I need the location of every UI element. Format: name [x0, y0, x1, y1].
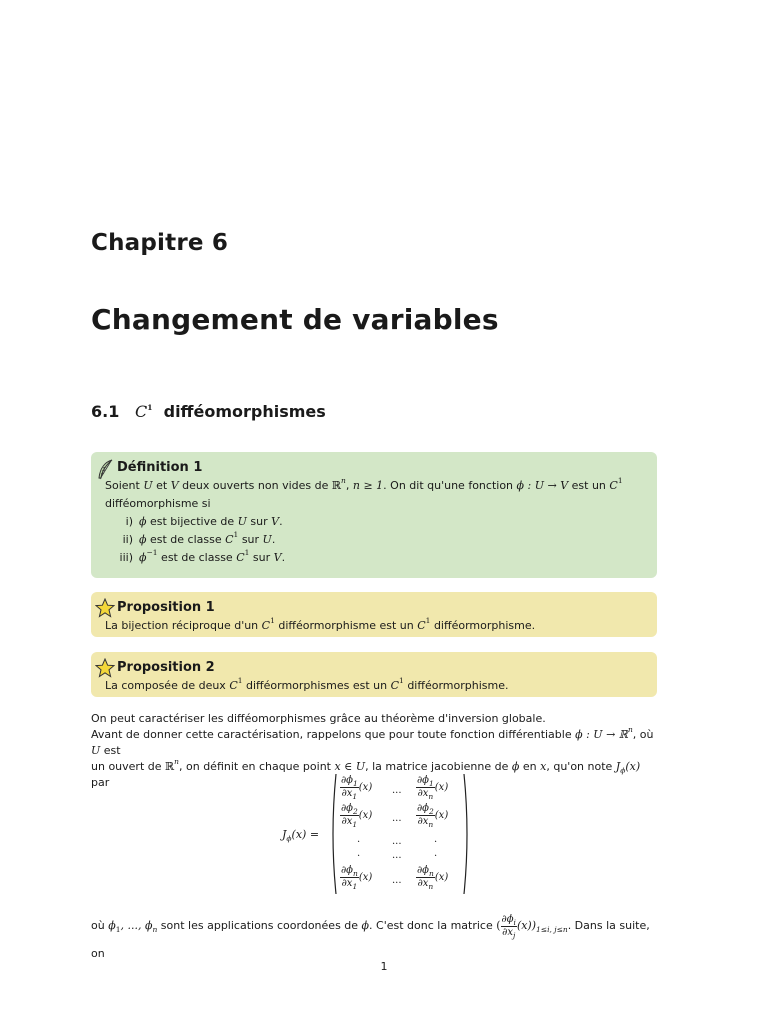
- math-sub: 1: [115, 925, 121, 935]
- section-title: difféomorphismes: [163, 402, 326, 421]
- text: est: [100, 744, 121, 757]
- text: est de classe: [157, 551, 237, 564]
- math-sub: ϕ: [286, 834, 292, 844]
- section-heading: [91, 402, 326, 421]
- proposition2-title: Proposition 2: [117, 660, 215, 675]
- math: ∂x: [417, 878, 429, 889]
- list-item: [105, 531, 643, 549]
- text: où: [91, 919, 109, 932]
- matrix-dots: ...: [392, 875, 402, 886]
- math: ∂x: [341, 816, 353, 827]
- math: J: [615, 760, 621, 773]
- math-sup: n: [174, 757, 179, 767]
- text: est de classe: [146, 533, 226, 546]
- math: ϕ: [139, 551, 147, 564]
- math-sup: 1: [244, 548, 250, 558]
- math: ϕ: [108, 919, 116, 932]
- math: ∂ϕ: [341, 865, 353, 876]
- math: C: [390, 679, 400, 692]
- matrix-dots: ...: [392, 813, 402, 824]
- math: (x): [434, 810, 449, 821]
- math: C: [609, 479, 618, 492]
- math: (x): [434, 872, 449, 883]
- matrix-dot: .: [357, 834, 361, 845]
- text: .: [279, 515, 283, 528]
- math: x ∈ U: [334, 760, 366, 773]
- definition-intro-line2: difféomorphisme si: [105, 497, 211, 510]
- star-icon: [95, 598, 115, 624]
- section-math: C: [135, 402, 148, 421]
- math: U: [91, 744, 101, 757]
- math: J: [282, 828, 287, 841]
- math: C: [225, 533, 234, 546]
- math-sup: −1: [146, 548, 158, 558]
- math: U: [143, 479, 153, 492]
- text: sur: [238, 533, 263, 546]
- definition-intro-line1: [105, 477, 643, 495]
- math-sub: 1: [352, 882, 358, 891]
- text: .: [271, 533, 276, 546]
- math: ∂x: [417, 788, 429, 799]
- text: , on définit en chaque point: [179, 760, 335, 773]
- math-fraction: [501, 915, 517, 938]
- math: (x): [358, 810, 373, 821]
- math: ∂ϕ: [341, 775, 353, 786]
- math: C: [417, 619, 426, 632]
- math: C: [229, 679, 238, 692]
- proposition2-box: [91, 652, 657, 697]
- text: Soient: [105, 479, 144, 492]
- chapter-title: Changement de variables: [91, 303, 499, 336]
- math: x: [540, 760, 547, 773]
- jacobian-lhs: [282, 828, 320, 844]
- matrix-cell: [340, 776, 372, 799]
- math-sub: n: [428, 792, 434, 801]
- text: La bijection réciproque d'un: [105, 619, 262, 632]
- matrix-cell: [340, 866, 372, 889]
- math: V: [271, 515, 280, 528]
- math: ∂ϕ: [501, 913, 514, 925]
- item-mark: ii): [122, 533, 133, 546]
- math: (x)): [516, 919, 537, 932]
- math-sub: 2: [429, 807, 434, 816]
- text: en: [519, 760, 541, 773]
- math: (x): [358, 872, 373, 883]
- definition-body: [105, 477, 643, 567]
- math: ϕ : U → V: [516, 479, 569, 492]
- math: V: [170, 479, 179, 492]
- math-sub: n: [429, 869, 434, 878]
- matrix-cell: [416, 776, 448, 799]
- matrix-dots: ...: [392, 850, 402, 861]
- math-sub: n: [152, 925, 158, 935]
- math: U: [262, 533, 272, 546]
- math-sub: i: [513, 917, 516, 927]
- math-sub: 1: [353, 779, 358, 788]
- proposition2-header: [105, 659, 643, 677]
- list-item: [105, 513, 643, 531]
- text: sur: [246, 515, 272, 528]
- text: . Dans la suite, on: [91, 919, 650, 960]
- math: ∂ϕ: [341, 803, 353, 814]
- text: Avant de donner cette caractérisation, rappelons que pour toute fonction différentiable: [91, 728, 576, 741]
- matrix-cell: [416, 866, 448, 889]
- matrix-dot: .: [434, 834, 438, 845]
- page-number: 1: [380, 960, 388, 973]
- math: ∂x: [502, 926, 513, 938]
- section-number: 6.1: [91, 402, 120, 421]
- math: (x): [625, 760, 641, 773]
- jacobian-equation: [282, 772, 482, 896]
- text: un ouvert de: [91, 760, 165, 773]
- text: et: [152, 479, 171, 492]
- math: C: [261, 619, 271, 632]
- star-icon: [95, 658, 115, 684]
- math: ∂ϕ: [417, 775, 429, 786]
- text: est bijective de: [146, 515, 238, 528]
- text: deux ouverts non vides de: [178, 479, 332, 492]
- text: . On dit qu'une fonction: [383, 479, 517, 492]
- matrix-cell: [340, 804, 372, 827]
- definition-header: [105, 459, 643, 477]
- proposition1-title: Proposition 1: [117, 600, 215, 615]
- math: ∂x: [341, 788, 353, 799]
- math: ℝ: [165, 760, 175, 773]
- proposition1-box: [91, 592, 657, 637]
- matrix-dot: .: [434, 848, 438, 859]
- math-sub: ϕ: [620, 766, 626, 776]
- text: La composée de deux: [105, 679, 230, 692]
- math: V: [273, 551, 282, 564]
- math: , ..., ϕ: [120, 919, 153, 932]
- math: (x): [434, 782, 449, 793]
- math: ϕ: [361, 919, 370, 932]
- math-sup: 1: [233, 530, 239, 540]
- paragraph-line: [91, 727, 661, 759]
- text: sur: [249, 551, 274, 564]
- math-sub: n: [353, 869, 358, 878]
- math-sup: 1: [237, 676, 243, 686]
- math: (x) =: [291, 828, 320, 841]
- text: ,: [345, 479, 353, 492]
- jacobian-matrix: [330, 772, 470, 896]
- text: difféormorphismes est un: [242, 679, 391, 692]
- math: (: [496, 919, 501, 932]
- matrix-dots: ...: [392, 785, 402, 796]
- math: (x): [358, 782, 373, 793]
- text: difféormorphisme.: [403, 679, 509, 692]
- math: ϕ: [139, 533, 147, 546]
- math-sub: 1≤i, j≤n: [536, 925, 568, 935]
- item-mark: iii): [119, 551, 133, 564]
- definition-box: [91, 452, 657, 578]
- text: .: [281, 551, 286, 564]
- math-sub: 1: [429, 779, 434, 788]
- math-sup: 1: [425, 616, 431, 626]
- math-sup: 1: [617, 476, 623, 486]
- math: ϕ: [511, 760, 520, 773]
- math-sup: n: [627, 725, 633, 735]
- matrix-dot: .: [357, 848, 361, 859]
- math: n ≥ 1: [352, 479, 384, 492]
- chapter-label: Chapitre 6: [91, 230, 229, 256]
- text: difféormorphisme.: [430, 619, 536, 632]
- math-sup: n: [341, 476, 346, 486]
- text: , où: [632, 728, 654, 741]
- item-mark: i): [125, 515, 133, 528]
- text: , la matrice jacobienne de: [365, 760, 512, 773]
- math-sup: 1: [399, 676, 404, 686]
- proposition1-header: [105, 599, 643, 617]
- math: ℝ: [331, 479, 342, 492]
- text: . C'est donc la matrice: [369, 919, 497, 932]
- section-math-sup: 1: [147, 402, 153, 412]
- text: , qu'on note: [546, 760, 616, 773]
- math-sub: 2: [353, 807, 358, 816]
- text: par: [91, 776, 110, 789]
- quill-icon: [95, 458, 115, 488]
- math: U: [237, 515, 247, 528]
- math-sub: 1: [352, 792, 358, 801]
- proposition1-body: [105, 617, 643, 635]
- paragraph-line: On peut caractériser les difféomorphismes grâce au théorème d'inversion globale.: [91, 712, 546, 725]
- list-item: [105, 549, 643, 567]
- math-sub: j: [512, 930, 516, 940]
- math-sub: n: [428, 820, 434, 829]
- text: difféormorphisme est un: [274, 619, 418, 632]
- text: est un: [568, 479, 610, 492]
- proposition2-body: [105, 677, 643, 695]
- math-sup: 1: [270, 616, 275, 626]
- math: ∂ϕ: [417, 865, 429, 876]
- math: ∂x: [417, 816, 429, 827]
- math-sub: n: [428, 882, 434, 891]
- math: C: [236, 551, 245, 564]
- math: ∂ϕ: [417, 803, 429, 814]
- math: ϕ: [139, 515, 147, 528]
- text: sont les applications coordonées de: [157, 919, 362, 932]
- math: ϕ : U → ℝ: [575, 728, 628, 741]
- matrix-cell: [416, 804, 448, 827]
- definition-list: [105, 513, 643, 567]
- math-sub: 1: [352, 820, 358, 829]
- definition-title: Définition 1: [117, 460, 203, 475]
- matrix-dots: ...: [392, 836, 402, 847]
- math: ∂x: [341, 878, 353, 889]
